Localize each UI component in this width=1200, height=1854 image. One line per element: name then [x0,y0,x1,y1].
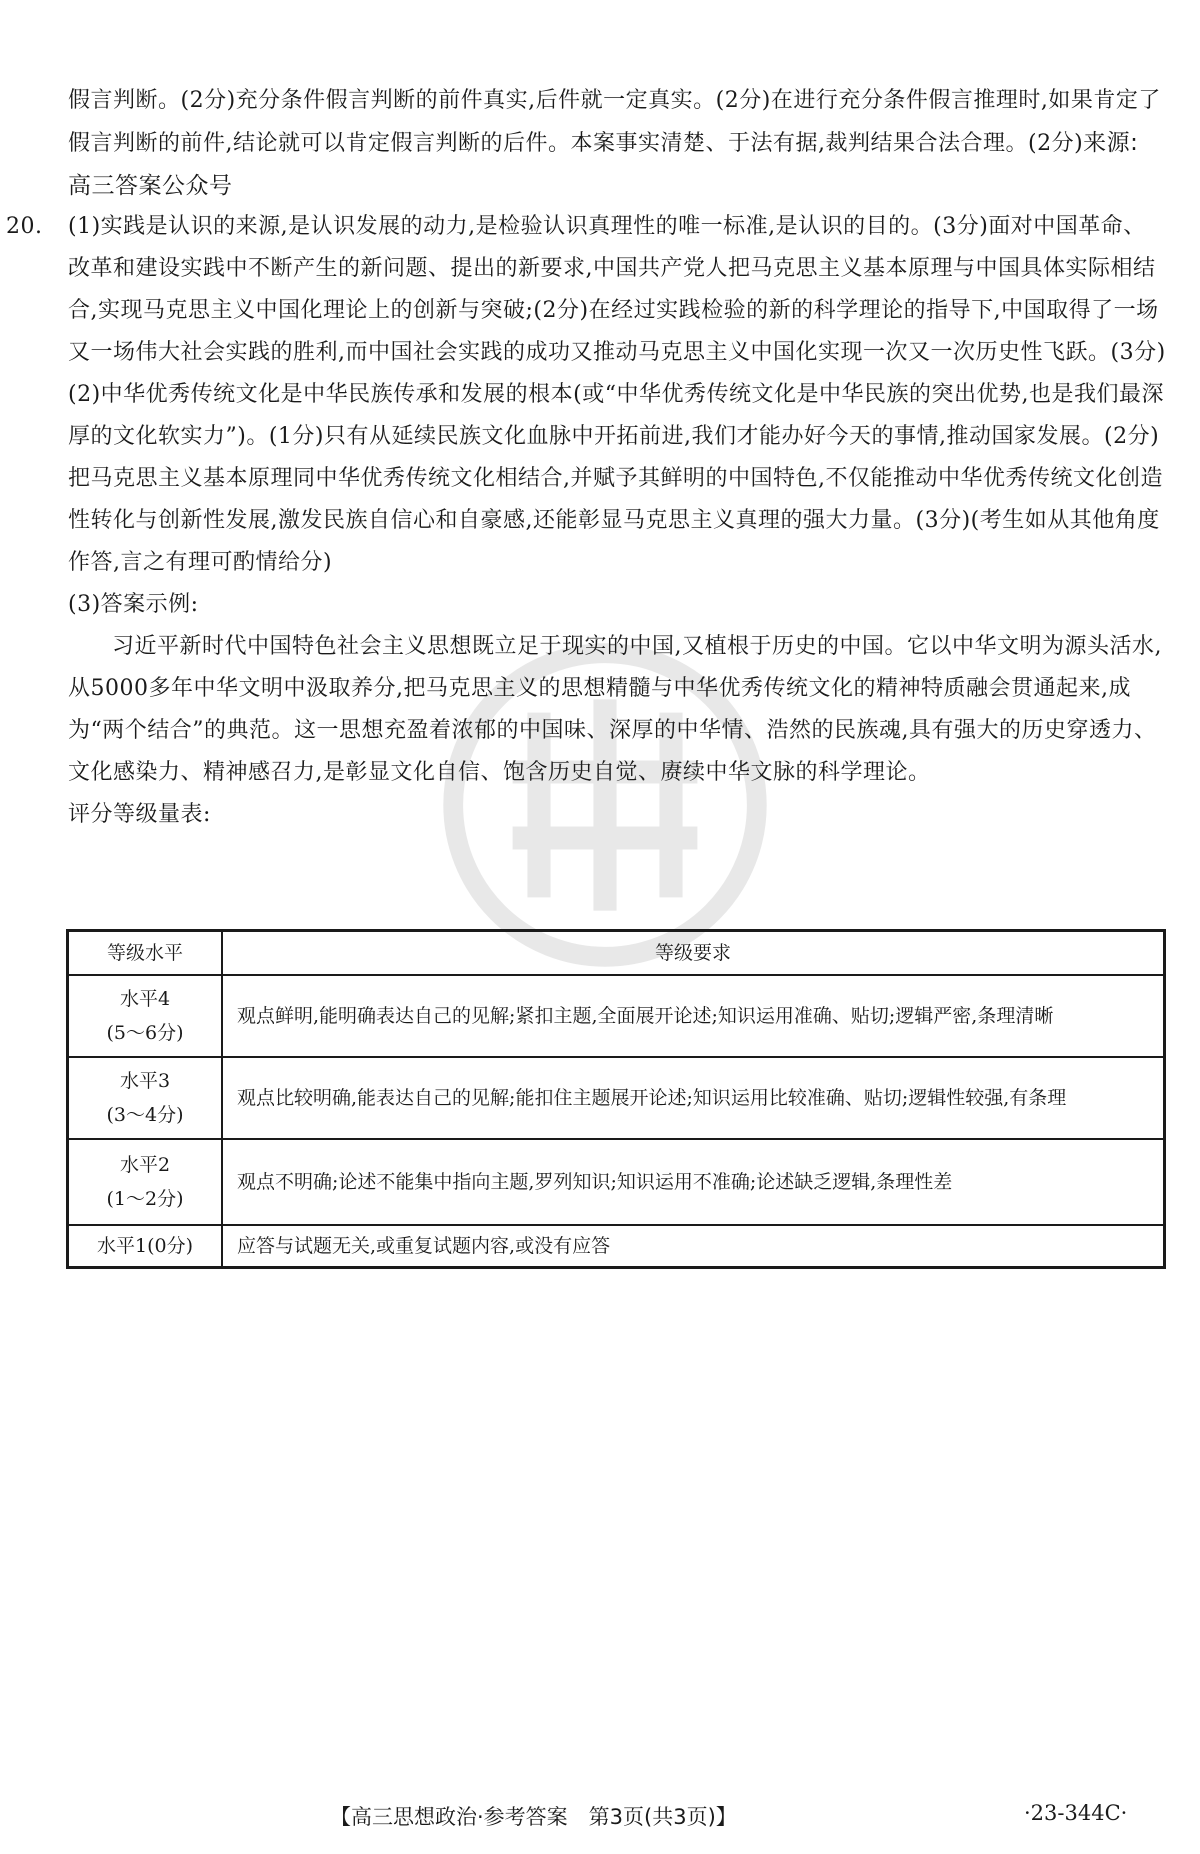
question-20-answer [6,206,1168,836]
paper-code: ·23-344C· [1024,1801,1128,1825]
level-name: 水平4 [119,988,171,1010]
level-name: 水平2 [119,1154,171,1176]
header-requirement: 等级要求 [222,931,1165,976]
table-row [68,1139,1165,1225]
table-row [68,1225,1165,1268]
grading-table [66,929,1166,1269]
table-row [68,1057,1165,1139]
level-score: (3～4分) [106,1104,184,1126]
question-20-part-3-heading: (3)答案示例: [68,592,199,617]
grading-table-header [68,931,1165,976]
level-score: (5～6分) [106,1022,184,1044]
grading-scale-label: 评分等级量表: [68,802,211,827]
question-20-part-2: (2)中华优秀传统文化是中华民族传承和发展的根本(或“中华优秀传统文化是中华民族的突出优势,也是我们最深厚的文化软实力”)。(1分)只有从延续民族文化血脉中开拓前进,我们才能办好今天的事情,推动国家发展。(2分)把马克思主义基本原理同中华优秀传统文化相结合,并赋予其鲜明的中国特色,不仅能推动中华优秀传统文化创造性转化与创新性发展,激发民族自信心和自豪感,还能彰显马克思主义真理的强大力量。(3分)(考生如从其他角度作答,言之有理可酌情给分) [68,382,1164,575]
previous-answer-paragraph [68,80,1168,208]
question-20-part-3-example: 习近平新时代中国特色社会主义思想既立足于现实的中国,又植根于历史的中国。它以中华文明为源头活水,从5000多年中华文明中汲取养分,把马克思主义的思想精髓与中华优秀传统文化的精神特质融会贯通起来,成为“两个结合”的典范。这一思想充盈着浓郁的中国味、深厚的中华情、浩然的民族魂,具有强大的历史穿透力、文化感染力、精神感召力,是彰显文化自信、饱含历史自觉、赓续中华文脉的科学理论。 [68,634,1162,785]
footer-title: 【高三思想政治·参考答案 第3页(共3页)】 [330,1805,737,1829]
level-cell [68,975,223,1057]
requirement-cell: 观点鲜明,能明确表达自己的见解;紧扣主题,全面展开论述;知识运用准确、贴切;逻辑严密,条理清晰 [222,975,1165,1057]
level-name: 水平1(0分) [96,1235,193,1257]
requirement-cell: 观点比较明确,能表达自己的见解;能扣住主题展开论述;知识运用比较准确、贴切;逻辑性较强,有条理 [222,1057,1165,1139]
level-cell [68,1225,223,1268]
level-score: (1～2分) [106,1188,184,1210]
question-20-part-1: (1)实践是认识的来源,是认识发展的动力,是检验认识真理性的唯一标准,是认识的目的。(3分)面对中国革命、改革和建设实践中不断产生的新问题、提出的新要求,中国共产党人把马克思主义基本原理与中国具体实际相结合,实现马克思主义中国化理论上的创新与突破;(2分)在经过实践检验的新的科学理论的指导下,中国取得了一场又一场伟大社会实践的胜利,而中国社会实践的成功又推动马克思主义中国化实现一次又一次历史性飞跃。(3分) [68,214,1166,365]
level-cell [68,1057,223,1139]
level-cell [68,1139,223,1225]
level-name: 水平3 [119,1070,171,1092]
requirement-cell: 应答与试题无关,或重复试题内容,或没有应答 [222,1225,1165,1268]
previous-answer-text: 假言判断。(2分)充分条件假言判断的前件真实,后件就一定真实。(2分)在进行充分条件假言推理时,如果肯定了假言判断的前件,结论就可以肯定假言判断的后件。本案事实清楚、于法有据,裁判结果合法合理。(2分) [68,88,1161,156]
table-row [68,975,1165,1057]
question-number: 20. [6,214,43,239]
source-note: 来源: 高三答案公众号 [68,130,1139,199]
requirement-cell: 观点不明确;论述不能集中指向主题,罗列知识;知识运用不准确;论述缺乏逻辑,条理性差 [222,1139,1165,1225]
header-level: 等级水平 [68,931,223,976]
